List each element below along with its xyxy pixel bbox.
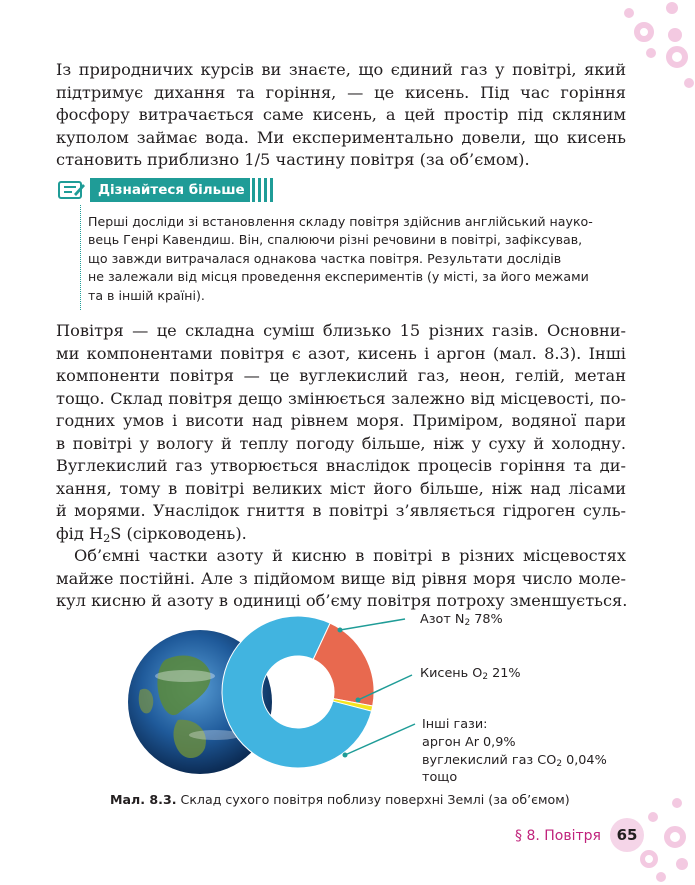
decor-circle [664, 826, 686, 848]
text-line: Із природничих курсів ви знаєте, що єдиний газ у повітрі, який [56, 60, 626, 79]
label-argon: аргон Ar 0,9% [422, 735, 516, 750]
text-line: годних умов і висоти над рівнем моря. Приміром, водяної пари [56, 411, 626, 430]
leader-line-nitrogen [340, 619, 405, 630]
text-line: й морями. Унаслідок гниття в повітрі з’являється гідроген суль- [56, 501, 626, 520]
text-line: тощо. Склад повітря дещо змінюється залежно від місцевості, по- [56, 388, 626, 408]
learn-more-title: Дізнайтеся більше [90, 178, 250, 202]
text-line: майже постійні. Але з підйомом вище від рівня моря число моле- [56, 568, 626, 588]
decor-circle [640, 850, 658, 868]
leader-dot [338, 628, 343, 633]
text-line: становить приблизно 1/5 частину повітря (за об’ємом). [56, 150, 530, 169]
text-line: Повітря — це складна суміш близько 15 різних газів. Основни- [56, 321, 626, 340]
label-oxygen: Кисень $O_2$ 21% [420, 666, 521, 683]
label-co2: вуглекислий газ $CO_2$ 0,04% [422, 753, 607, 770]
leader-dot [356, 698, 361, 703]
text-line: Об’ємні частки азоту й кисню в повітрі в різних місцевостях [74, 546, 626, 565]
text-line-formula: фід $H_2S$ (сірководень). [56, 523, 247, 545]
text-line: компоненти повітря — це вуглекислий газ, неон, гелій, метан [56, 366, 626, 385]
text-line: що завжди витрачалася однакова частка повітря. Результати дослідів [88, 250, 562, 266]
text-line: не залежали від місця проведення експериментів (у місті, за його межами [88, 269, 589, 285]
decor-circle [676, 858, 688, 870]
decor-circle [648, 812, 658, 822]
text-line: в повітрі у вологу й теплу погоду більше, ніж у суху й холодну. [56, 433, 626, 453]
section-title: § 8. Повітря [515, 828, 601, 844]
page-number: 65 [610, 818, 644, 852]
text-line: підтримує дихання та горіння, — це кисень. Під час горіння [56, 82, 626, 102]
label-etc: тощо [422, 770, 458, 785]
text-line: фосфору витрачається саме кисень, а цей простір під скляним [56, 105, 626, 124]
text-line: ми компонентами повітря є азот, кисень і аргон (мал. 8.3). Інші [56, 343, 626, 363]
caption-number: Мал. 8.3. [110, 792, 177, 807]
decor-circle [656, 872, 666, 882]
text-line: Перші досліди зі встановлення складу повітря здійснив англійський науко- [88, 214, 593, 229]
leader-dot [343, 753, 348, 758]
caption-text: Склад сухого повітря поблизу поверхні Землі (за об’ємом) [176, 792, 570, 807]
text-line: вець Генрі Кавендиш. Він, спалюючи різні речовини в повітрі, зафіксував, [88, 232, 583, 248]
label-others-title: Інші гази: [422, 717, 488, 732]
decor-circle [672, 798, 682, 808]
label-nitrogen: Азот $N_2$ 78% [420, 612, 503, 629]
donut-chart [222, 616, 374, 768]
text-line: Вуглекислий газ утворюється внаслідок процесів горіння та ди- [56, 456, 626, 475]
text-line: хання, тому в повітрі великих міст його більше, ніж над лісами [56, 478, 626, 498]
text-line: куполом займає вода. Ми експериментально довели, що кисень [56, 127, 626, 147]
text-line: та в іншій країні). [88, 287, 205, 303]
figure-caption [110, 792, 570, 807]
text-line: кул кисню й азоту в одиниці об’єму повітря потроху зменшується. [56, 591, 628, 610]
